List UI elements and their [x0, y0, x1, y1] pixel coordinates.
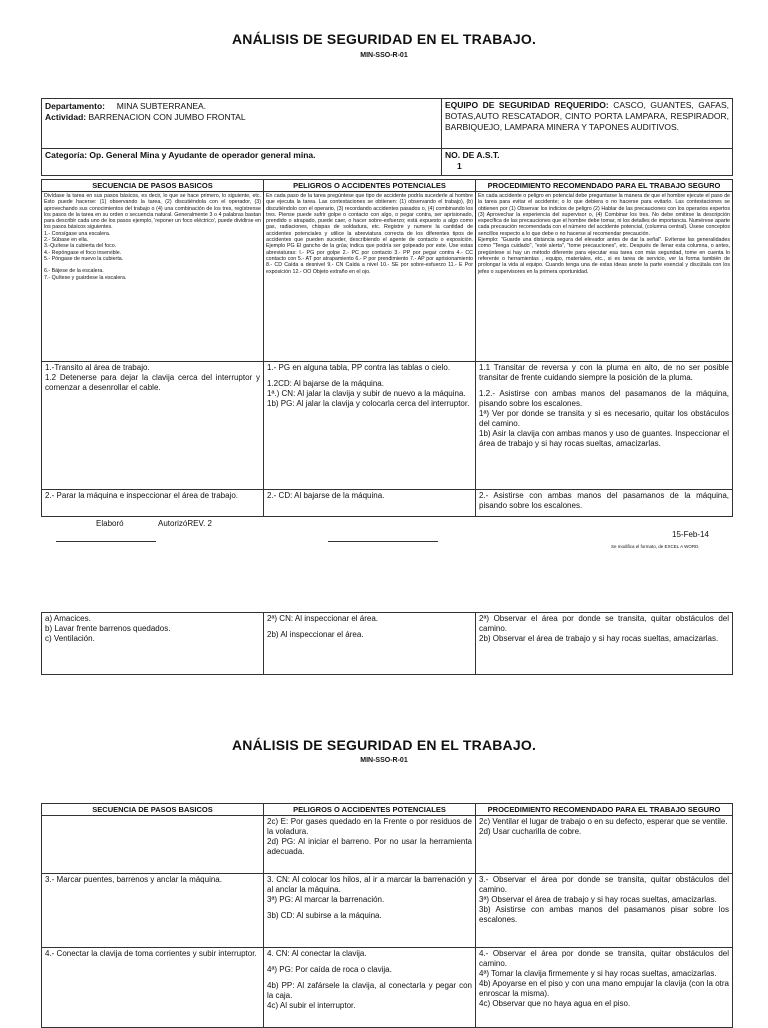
instr-line: En cada accidente o peligro en potencial debe preguntarse la manera de que el hombre ejecute el paso de la tarea para evitar el accidente; o lo que debiera o no hacerse para evitarlo. Las contestaciones se obtienen por (1) Observar los indicios de peligro (2) Hablar de las precauciones con los operarios expertos (3) Aprovechar la experiencia del supervisor o, (4) Combinar los tres. No debe omitirse la descripción específica de las precauciones que el hombre debe tomar, ni los detalles de importancia. Numérese aparte cada precaución recomendada con el número del accidente potencial, (columna central). Úsese conceptos sencillos respecto a lo que debe o no hacerse al recomendar precaución.: [478, 193, 730, 237]
row1-pasos: [42, 362, 264, 490]
page-title: ANÁLISIS DE SEGURIDAD EN EL TRABAJO.: [231, 31, 537, 47]
autorizo-label: AutorizóREV. 2: [158, 519, 212, 528]
departamento-label: Departamento:: [45, 101, 105, 111]
equipo-value: CASCO, GUANTES, GAFAS, BOTAS,AUTO RESCATADOR, CINTO PORTA LAMPARA, RESPIRADOR, BARBIQUEJO, LAMPARA MINERA Y TAPONES AUDITIVOS.: [445, 100, 729, 132]
cell-text: 1.- PG en alguna tabla, PP contra las tablas o cielo.: [267, 363, 451, 372]
actividad-label: Actividad:: [45, 112, 87, 122]
analysis-table: [41, 179, 733, 517]
column-header-pasos: SECUENCIA DE PASOS BASICOS: [42, 180, 264, 192]
categoria-cell: Categoría: Op. General Mina y Ayudante de operador general mina.: [42, 149, 442, 176]
equipo-label: EQUIPO DE SEGURIDAD REQUERIDO:: [445, 100, 609, 110]
equipo-cell: [442, 99, 733, 149]
cell-text: 4. CN: Al conectar la clavija.: [267, 949, 367, 958]
instr-line: 6.- Bájese de la escalera.: [44, 268, 104, 275]
departamento-cell: [42, 99, 442, 149]
cell-text: 1ª) Ver por donde se transita y si es necesario, quitar los obstáculos del camino.: [479, 409, 729, 428]
p3-row3-peligros: [264, 948, 476, 1028]
cell-text: 4c) Al subir el interruptor.: [267, 1001, 356, 1010]
cont-pasos: [42, 613, 264, 675]
ast-cell: [442, 149, 733, 176]
cell-text: 4ª) Tomar la clavija firmemente y si hay rocas sueltas, amacizarlas.: [479, 969, 717, 978]
p3-row3-procedimiento: [476, 948, 733, 1028]
cell-text: 3ª) PG: Al marcar la barrenación.: [267, 895, 385, 904]
cell-text: 1.2 Detenerse para dejar la clavija cerca del interruptor y comenzar a desenrollar el cable.: [45, 373, 260, 392]
cont-peligros: [264, 613, 476, 675]
cell-text: 1ª.) CN: Al jalar la clavija y subir de nuevo a la máquina.: [267, 389, 466, 398]
cont-procedimiento: [476, 613, 733, 675]
cell-text: 2d) Usar cucharilla de cobre.: [479, 827, 582, 836]
page-title: ANÁLISIS DE SEGURIDAD EN EL TRABAJO.: [231, 737, 537, 753]
departamento-value: MINA SUBTERRANEA.: [116, 101, 207, 111]
cell-text: 1.2CD: Al bajarse de la máquina.: [267, 379, 384, 388]
p3-row2-peligros: [264, 874, 476, 948]
cell-text: 1.2.- Asistirse con ambas manos del pasamanos de la máquina, pisando sobre los escalones.: [479, 389, 729, 408]
cell-text: 4b) PP: Al zafársele la clavija, al conectarla y pegar con la caja.: [267, 981, 472, 1000]
instr-line: 7.- Quítese y guárdese la escalera.: [44, 274, 127, 281]
p3-row2-procedimiento: [476, 874, 733, 948]
actividad-value: BARRENACION CON JUMBO FRONTAL: [88, 112, 246, 122]
p3-row1-peligros: [264, 816, 476, 874]
column-header-procedimiento: PROCEDIMIENTO RECOMENDADO PARA EL TRABAJO SEGURO: [476, 804, 733, 816]
row1-peligros: [264, 362, 476, 490]
row2-pasos: 2.- Parar la máquina e inspeccionar el área de trabajo.: [42, 490, 264, 517]
cell-text: 3b) Asistirse con ambas manos del pasamanos pisar sobre los escalones.: [479, 905, 729, 924]
instr-line: 1.- Consígase una escalera.: [44, 230, 111, 237]
instr-line: 2.- Súbase en ella.: [44, 237, 89, 244]
cell-text: 3.- Observar el área por donde se transita, quitar obstáculos del camino.: [479, 875, 729, 894]
cell-text: 1.-Transito al área de trabajo.: [45, 363, 150, 372]
cell-text: 4ª) PG: Por caída de roca o clavija.: [267, 965, 392, 974]
instr-line: 3.-Quítese la cubierta del foco.: [44, 243, 117, 250]
row2-procedimiento: 2.- Asistirse con ambas manos del pasamanos de la máquina, pisando sobre los escalones.: [476, 490, 733, 517]
cell-text: 4.- Observar el área por donde se transita, quitar obstáculos del camino.: [479, 949, 729, 968]
p3-row1-procedimiento: [476, 816, 733, 874]
p3-row1-pasos: [42, 816, 264, 874]
cell-text: 1b) Asir la clavija con ambas manos y uso de guantes. Inspeccionar el área de trabajo y si hay rocas sueltas, amacizarlas.: [479, 429, 729, 448]
cell-text: 3ª) Observar el área de trabajo y si hay rocas sueltas, amacizarlas.: [479, 895, 717, 904]
cell-text: 1b) PG: Al jalar la clavija y colocarla cerca del interruptor.: [267, 399, 470, 408]
cell-text: 4b) Apoyarse en el piso y con una mano empujar la clavija (con la otra enroscar la misma).: [479, 979, 729, 998]
column-header-pasos: SECUENCIA DE PASOS BASICOS: [42, 804, 264, 816]
cell-text: 2c) Ventilar el lugar de trabajo o en su defecto, esperar que se ventile.: [479, 817, 728, 826]
ast-value: 1: [457, 161, 462, 171]
continuation-table: [41, 612, 733, 675]
cell-text: c) Ventilación.: [45, 634, 95, 643]
signature-line: [56, 541, 156, 542]
document-code: MIN-SSO-R-01: [360, 52, 408, 59]
ast-label: NO. DE A.S.T.: [445, 150, 500, 160]
column-header-procedimiento: PROCEDIMIENTO RECOMENDADO PARA EL TRABAJO SEGURO: [476, 180, 733, 192]
instructions-procedimiento: [476, 192, 733, 362]
cell-text: 2c) E: Por gases quedado en la Frente o por residuos de la voladura.: [267, 817, 472, 836]
instr-line: 4.- Repóngase el foco inservible.: [44, 249, 122, 256]
format-note: Se modifica el formato, de EXCEL A WORD.: [611, 544, 700, 549]
cell-text: a) Amacices.: [45, 614, 91, 623]
instr-line: 5.- Póngase de nuevo la cubierta.: [44, 255, 124, 262]
document-code: MIN-SSO-R-01: [360, 757, 408, 764]
cell-text: 3b) CD: Al subirse a la máquina.: [267, 911, 382, 920]
row2-peligros: 2.- CD: Al bajarse de la máquina.: [264, 490, 476, 517]
p3-row3-pasos: 4.- Conectar la clavija de toma corrientes y subir interruptor.: [42, 948, 264, 1028]
column-header-peligros: PELIGROS O ACCIDENTES POTENCIALES: [264, 180, 476, 192]
cell-text: 1.1 Transitar de reversa y con la pluma en alto, de no ser posible transitar de frente cuidando siempre la posición de la pluma.: [479, 363, 729, 382]
instructions-peligros: En cada paso de la tarea pregúntese que tipo de accidente podría sucederle al hombre que ejecuta la tarea. Las contestaciones se obtienen: (1) observando el trabajo), (b) discutiéndolo con el operario, (3) recordando accidentes pasados o, (4) combinando los tres. Piense puede sufrir golpe o contacto con algo, o pegar contra, ser aprisionado, prendido o atrapado, puede caer, o hacer sobre-esfuerzo; está expuesto a algo como gas, radiaciones, chispas de soldadura, etc. Registre y numere la cantidad de accidentes potenciales y utilice la abreviatura correcta de los diferentes tipos de accidentes que pueden suceder, describiendo el agente de contacto o exposición. Ejemplo PG El gancho de la grúa; indica que podría ser golpeado por este. Use estas abreviaturas: I.- PG por golpe 2.- PC por contacto 3.- PP por pegar contra 4.- CC contacto con 5.- AT por atrapamiento 6.- P por prendimiento 7.- AP por aprisionamiento 8.- CD Caída a desnivel 9.- CN Caída a nivel 10.- SE por sobre-esfuerzo 11.- E Por exposición 12.- OO Objeto extraño en el ojo.: [264, 192, 476, 362]
cell-text: 2b) Al inspeccionar el área.: [267, 630, 364, 639]
cell-text: b) Lavar frente barrenos quedados.: [45, 624, 171, 633]
cell-text: 2ª) CN: Al inspeccionar el área.: [267, 614, 379, 623]
cell-text: 2ª) Observar el área por donde se transita, quitar obstáculos del camino.: [479, 614, 729, 633]
cell-text: 2d) PG: Al iniciar el barreno. Por no usar la herramienta adecuada.: [267, 837, 472, 856]
date-label: 15-Feb-14: [672, 530, 709, 539]
instr-line: Divídase la tarea en sus pasos básicos, es decir, lo que se hace primero, lo siguiente, etc. Esto puede hacerse: (1) observando la tarea, (2) discutiéndola con el operador, (3) aprovechando sus conocimientos del trabajo o (4) una combinación de los tres, regístrense los pasos de la tarea en su orden o secuencia natural. Generalmente 3 o 4 palabras bastan para describir cada uno de los pasos ejemplo, 'reponer un foco eléctrico', puede dividirse en los pasos básicos siguientes.: [44, 193, 261, 231]
cell-text: 2b) Observar el área de trabajo y si hay rocas sueltas, amacizarlas.: [479, 634, 719, 643]
cell-text: 3. CN: Al colocar los hilos, al ir a marcar la barrenación y al anclar la máquina.: [267, 875, 472, 894]
p3-row2-pasos: 3.- Marcar puentes, barrenos y anclar la máquina.: [42, 874, 264, 948]
cell-text: 4c) Observar que no haya agua en el piso.: [479, 999, 631, 1008]
column-header-peligros: PELIGROS O ACCIDENTES POTENCIALES: [264, 804, 476, 816]
instructions-pasos: [42, 192, 264, 362]
instr-line: Ejemplo: "Guarde una distancia segura del elevador antes de dar la señal". Evítense las generalidades como "Tenga cuidado", "esté alerta", "tome precauciones", etc. Después de llenar esta columna, o antes, pregúntese si hay un método diferente para ejecutar esa tarea con más seguridad, tome en cuenta lo referente o herramientas , equipo, materiales, etc., si es tarea de servicio, ver la forma también de prolongar la vida al equipo. Cuando tenga una de estas ideas anote la parte esencial y discútala con los jefes o supervisores en la primera oportunidad.: [478, 237, 730, 275]
row1-procedimiento: [476, 362, 733, 490]
analysis-table-2: [41, 803, 733, 1028]
elaboro-label: Elaboró: [96, 519, 124, 528]
header-table: [41, 98, 733, 176]
signature-line: [328, 541, 438, 542]
